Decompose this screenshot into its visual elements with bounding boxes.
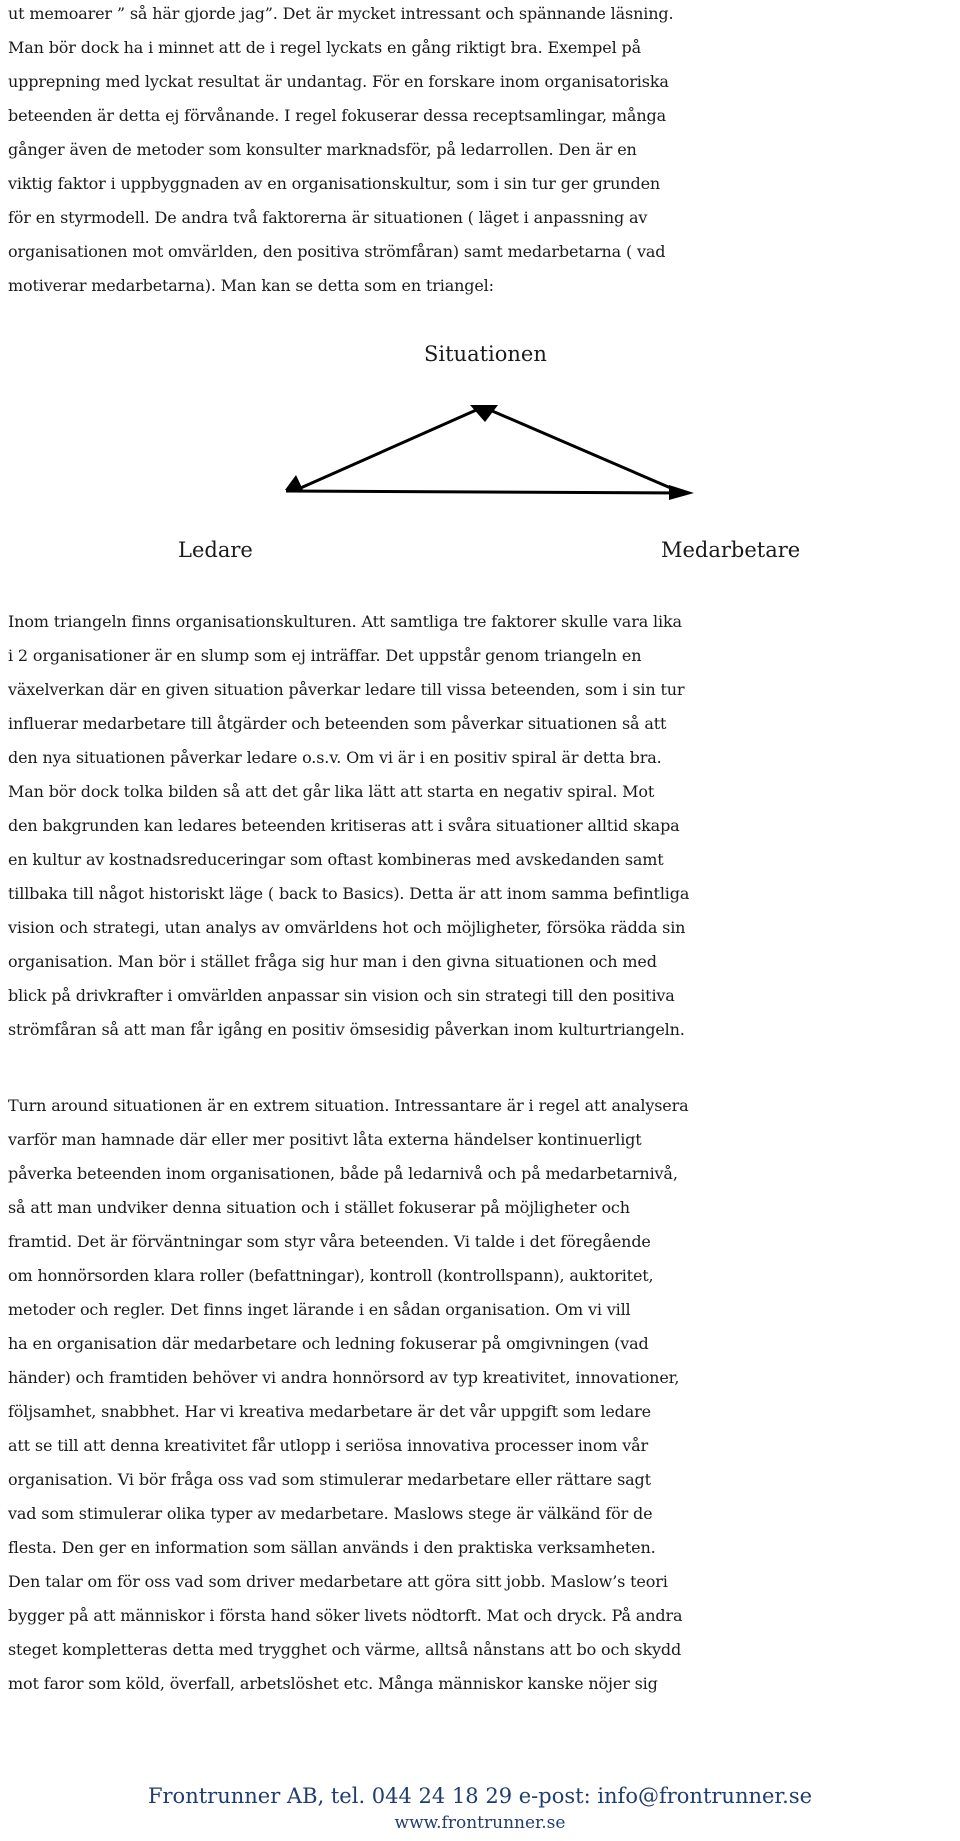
text-line: organisationen mot omvärlden, den positiva strömfåran) samt medarbetarna ( vad bbox=[8, 242, 666, 261]
text-line: steget kompletteras detta med trygghet och värme, alltså nånstans att bo och skydd bbox=[8, 1640, 682, 1659]
text-line: viktig faktor i uppbyggnaden av en organisationskultur, som i sin tur ger grunden bbox=[8, 174, 661, 193]
diagram-label-medarbetare: Medarbetare bbox=[661, 538, 801, 562]
text-line: gånger även de metoder som konsulter marknadsför, på ledarrollen. Den är en bbox=[8, 140, 637, 159]
text-line: påverka beteenden inom organisationen, både på ledarnivå och på medarbetarnivå, bbox=[8, 1164, 678, 1183]
culture-triangle-diagram bbox=[0, 330, 960, 570]
text-line: Den talar om för oss vad som driver medarbetare att göra sitt jobb. Maslow’s teori bbox=[8, 1572, 668, 1591]
text-line: bygger på att människor i första hand söker livets nödtorft. Mat och dryck. På andra bbox=[8, 1606, 683, 1625]
text-line: beteenden är detta ej förvånande. I regel fokuserar dessa receptsamlingar, många bbox=[8, 106, 666, 125]
triangle-arrows bbox=[0, 330, 960, 570]
text-line: mot faror som köld, överfall, arbetslöshet etc. Många människor kanske nöjer sig bbox=[8, 1674, 658, 1693]
arrow-line-right bbox=[483, 407, 680, 492]
paragraph-intro bbox=[8, 0, 958, 303]
text-line: i 2 organisationer är en slump som ej inträffar. Det uppstår genom triangeln en bbox=[8, 646, 642, 665]
text-line: Man bör dock tolka bilden så att det går lika lätt att starta en negativ spiral. Mot bbox=[8, 782, 655, 801]
text-line: en kultur av kostnadsreduceringar som oftast kombineras med avskedanden samt bbox=[8, 850, 664, 869]
text-line: Inom triangeln finns organisationskulturen. Att samtliga tre faktorer skulle vara lika bbox=[8, 612, 682, 631]
text-line: händer) och framtiden behöver vi andra honnörsord av typ kreativitet, innovationer, bbox=[8, 1368, 680, 1387]
text-line: tillbaka till något historiskt läge ( back to Basics). Detta är att inom samma befintliga bbox=[8, 884, 690, 903]
text-line: att se till att denna kreativitet får utlopp i seriösa innovativa processer inom vår bbox=[8, 1436, 649, 1455]
arrowhead-top bbox=[470, 405, 498, 422]
diagram-label-ledare: Ledare bbox=[178, 538, 253, 562]
paragraph-triangle-explanation bbox=[8, 605, 958, 1047]
text-line: ut memoarer ” så här gjorde jag”. Det är mycket intressant och spännande läsning. bbox=[8, 4, 674, 23]
text-line: vision och strategi, utan analys av omvärldens hot och möjligheter, försöka rädda sin bbox=[8, 918, 686, 937]
text-line: vad som stimulerar olika typer av medarbetare. Maslows stege är välkänd för de bbox=[8, 1504, 653, 1523]
text-line: strömfåran så att man får igång en positiv ömsesidig påverkan inom kulturtriangeln. bbox=[8, 1020, 685, 1039]
text-line: varför man hamnade där eller mer positivt låta externa händelser kontinuerligt bbox=[8, 1130, 642, 1149]
text-line: organisation. Vi bör fråga oss vad som stimulerar medarbetare eller rättare sagt bbox=[8, 1470, 651, 1489]
footer-contact: Frontrunner AB, tel. 044 24 18 29 e-post: info@frontrunner.se bbox=[147, 1784, 813, 1808]
text-line: Turn around situationen är en extrem situation. Intressantare är i regel att analysera bbox=[8, 1096, 689, 1115]
text-line: följsamhet, snabbhet. Har vi kreativa medarbetare är det vår uppgift som ledare bbox=[8, 1402, 651, 1421]
text-line: den nya situationen påverkar ledare o.s.v. Om vi är i en positiv spiral är detta bra. bbox=[8, 748, 662, 767]
text-line: flesta. Den ger en information som sällan används i den praktiska verksamheten. bbox=[8, 1538, 656, 1557]
text-line: organisation. Man bör i stället fråga sig hur man i den givna situationen och med bbox=[8, 952, 657, 971]
text-line: motiverar medarbetarna). Man kan se detta som en triangel: bbox=[8, 276, 494, 295]
text-line: metoder och regler. Det finns inget lärande i en sådan organisation. Om vi vill bbox=[8, 1300, 631, 1319]
text-line: växelverkan där en given situation påverkar ledare till vissa beteenden, som i sin tur bbox=[8, 680, 685, 699]
text-line: Man bör dock ha i minnet att de i regel lyckats en gång riktigt bra. Exempel på bbox=[8, 38, 641, 57]
text-line: blick på drivkrafter i omvärlden anpassar sin vision och sin strategi till den positiva bbox=[8, 986, 675, 1005]
text-line: ha en organisation där medarbetare och ledning fokuserar på omgivningen (vad bbox=[8, 1334, 649, 1353]
text-line: för en styrmodell. De andra två faktorerna är situationen ( läget i anpassning av bbox=[8, 208, 648, 227]
arrow-line-left bbox=[296, 407, 483, 490]
diagram-label-situation: Situationen bbox=[424, 342, 547, 366]
arrow-line-bottom bbox=[286, 491, 684, 493]
arrowhead-left bbox=[285, 475, 303, 490]
text-line: framtid. Det är förväntningar som styr våra beteenden. Vi talde i det föregående bbox=[8, 1232, 651, 1251]
arrowhead-right bbox=[669, 485, 694, 500]
footer-website-link[interactable]: www.frontrunner.se bbox=[394, 1813, 566, 1833]
paragraph-turn-around bbox=[8, 1089, 958, 1701]
text-line: så att man undviker denna situation och i stället fokuserar på möjligheter och bbox=[8, 1198, 630, 1217]
text-line: den bakgrunden kan ledares beteenden kritiseras att i svåra situationer alltid skapa bbox=[8, 816, 680, 835]
text-line: om honnörsorden klara roller (befattningar), kontroll (kontrollspann), auktoritet, bbox=[8, 1266, 654, 1285]
text-line: influerar medarbetare till åtgärder och beteenden som påverkar situationen så att bbox=[8, 714, 667, 733]
text-line: upprepning med lyckat resultat är undantag. För en forskare inom organisatoriska bbox=[8, 72, 669, 91]
